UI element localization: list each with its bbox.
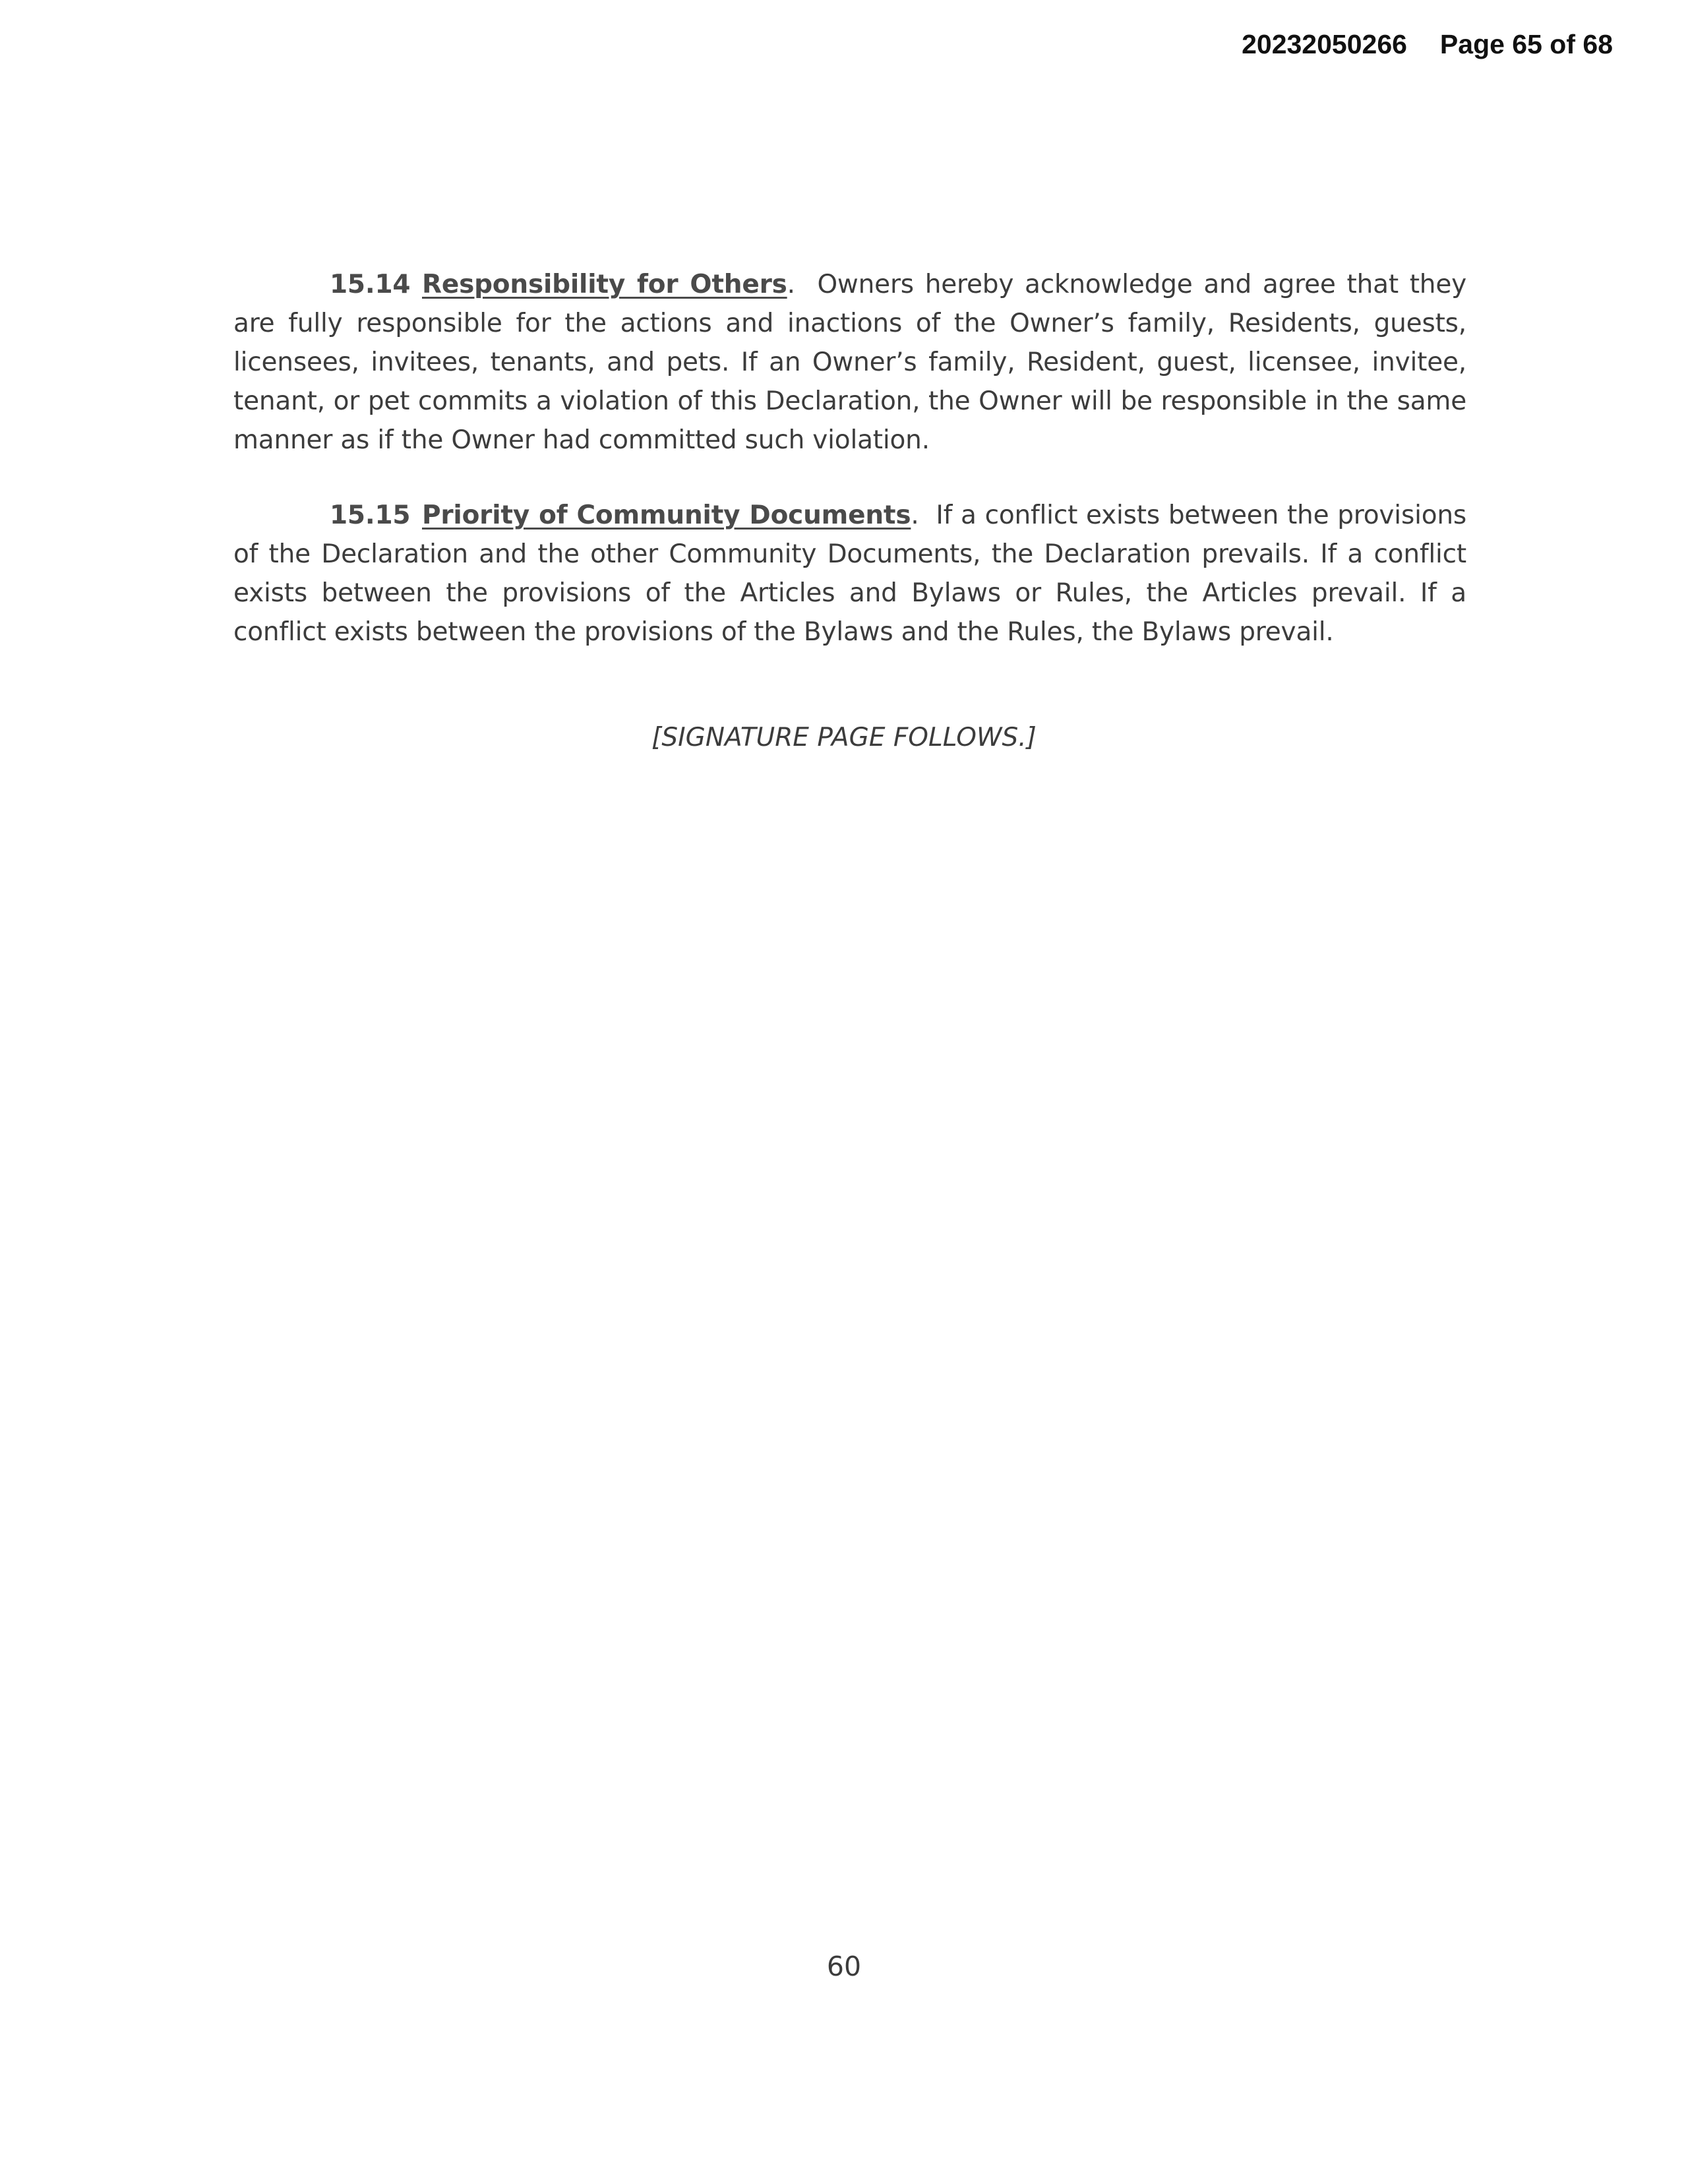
section-15-14: 15.14 Responsibility for Others. Owners hereby acknowledge and agree that they are fully responsible for the actions and inactions of the Owner’s family, Residents, guests, licensees, invitees, tenants, and pets. If an Owner’s family, Resident, guest, licensee, invitee, tenant, or pet commits a violation of this Declaration, the Owner will be responsible in the same manner as if the Owner had committed such violation.	[233, 265, 1466, 460]
signature-page-note: [SIGNATURE PAGE FOLLOWS.]	[651, 723, 1037, 752]
section-body: If a conflict exists between the provisions of the Declaration and the other Community Documents, the Declaration prevails. If a conflict exists between the provisions of the Articles and Bylaws or Rules, the Articles prevail. If a conflict exists between the provisions of the Bylaws and the Rules, the Bylaws prevail.	[233, 501, 1466, 647]
page-number: 60	[826, 1951, 862, 1982]
section-body: Owners hereby acknowledge and agree that they are fully responsible for the actions and inactions of the Owner’s family, Residents, guests, licensees, invitees, tenants, and pets. If an Owner’s family, Resident, guest, licensee, invitee, tenant, or pet commits a violation of this Declaration, the Owner will be responsible in the same manner as if the Owner had committed such violation.	[233, 270, 1466, 455]
page-of-total-label: Page 65 of 68	[1439, 29, 1613, 59]
section-15-15: 15.15 Priority of Community Documents. If a conflict exists between the provisions of the Declaration and the other Community Documents, the Declaration prevails. If a conflict exists between the provisions of the Articles and Bylaws or Rules, the Articles prevail. If a conflict exists between the provisions of the Bylaws and the Rules, the Bylaws prevail.	[233, 496, 1466, 652]
section-number: 15.15	[330, 501, 411, 530]
section-heading: Priority of Community Documents	[422, 501, 911, 530]
section-heading: Responsibility for Others	[422, 270, 787, 299]
section-number: 15.14	[330, 270, 411, 299]
recording-header	[1242, 29, 1613, 60]
document-number: 20232050266	[1242, 29, 1407, 59]
